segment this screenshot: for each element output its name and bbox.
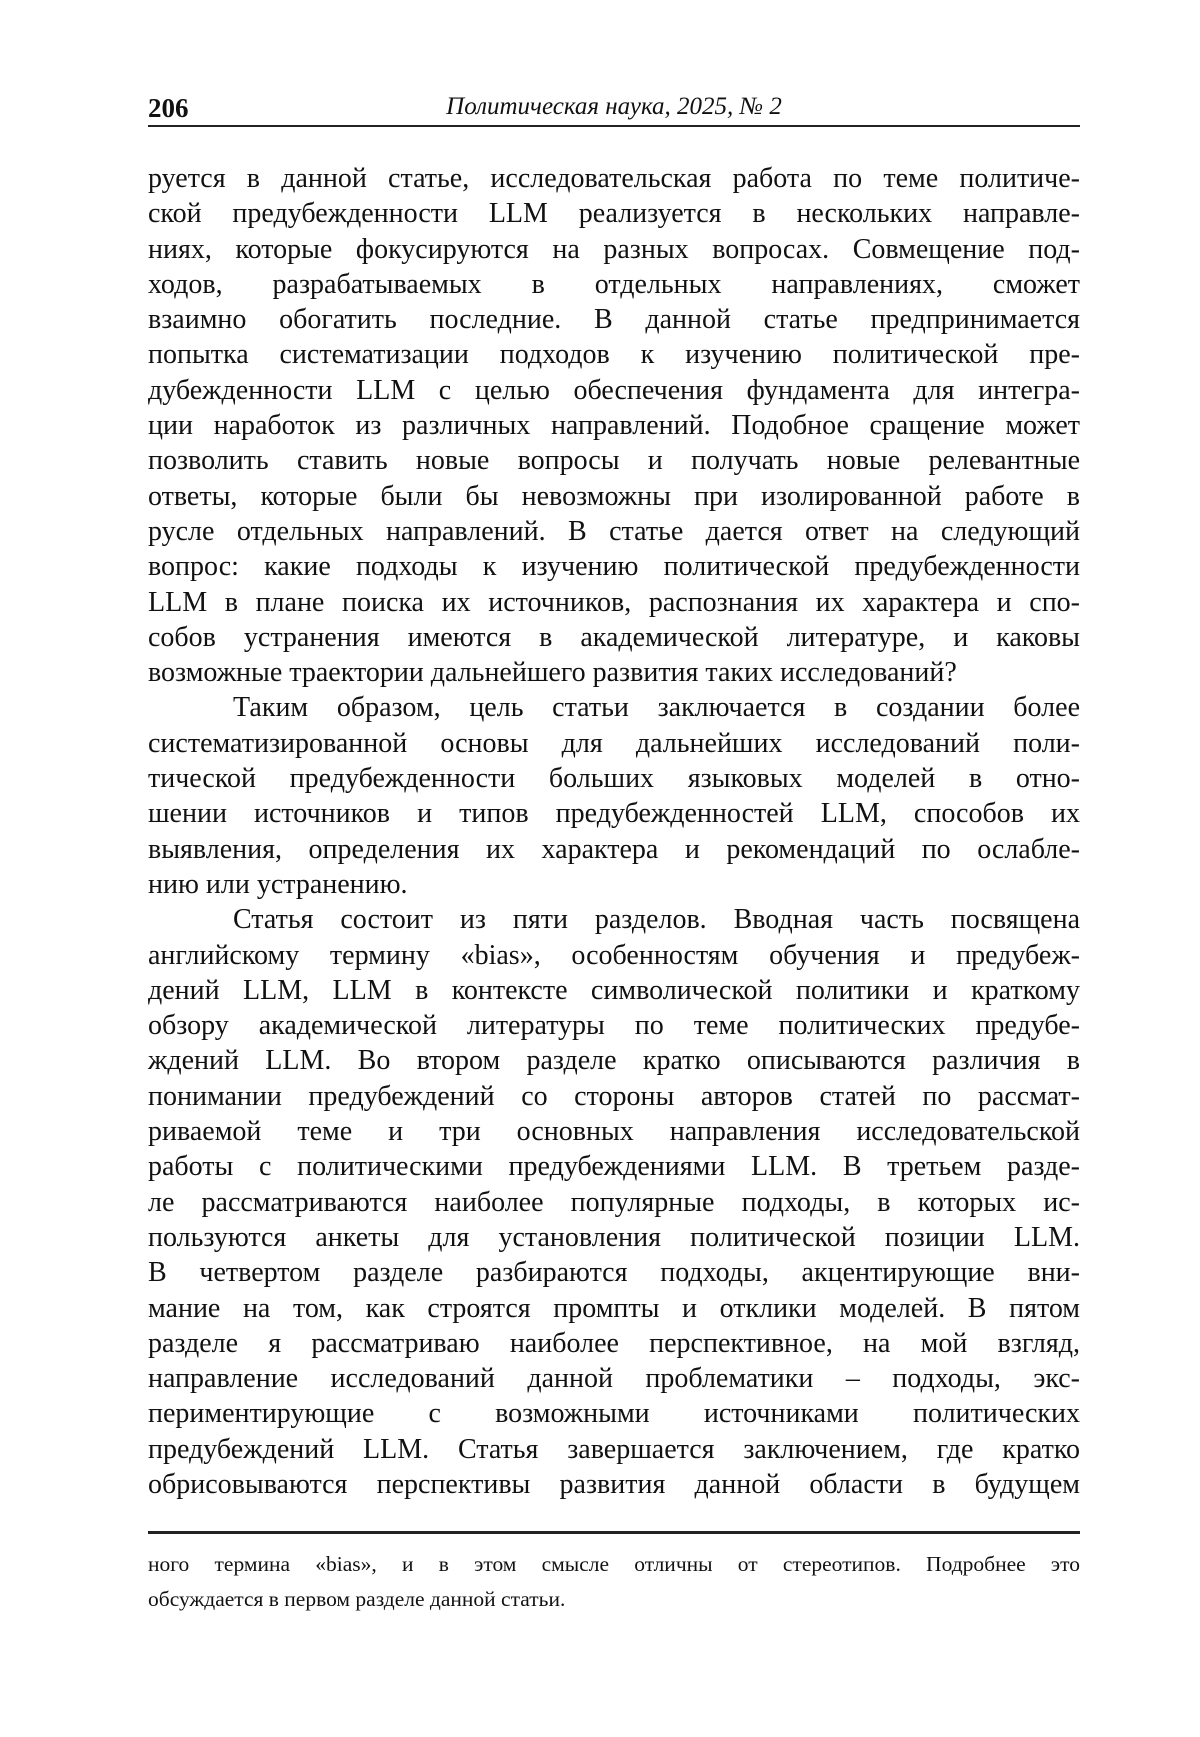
text-line: вопрос: какие подходы к изучению политической предубежденности (148, 551, 1080, 583)
text-line: риваемой теме и три основных направления исследовательской (148, 1116, 1080, 1148)
text-line: нию или устранению. (148, 868, 408, 900)
text-line: ждений LLM. Во втором разделе кратко описываются различия в (148, 1045, 1080, 1077)
text-line: ниях, которые фокусируются на разных вопросах. Совмещение под- (148, 233, 1080, 265)
journal-title: Политическая наука, 2025, № 2 (446, 93, 782, 120)
text-line: обзору академической литературы по теме политических предубе- (148, 1010, 1080, 1042)
text-line: систематизированной основы для дальнейших исследований поли- (148, 727, 1080, 759)
text-line: мание на том, как строятся промпты и отклики моделей. В пятом (148, 1292, 1080, 1324)
text-line: английскому термину «bias», особенностям обучения и предубеж- (148, 939, 1080, 971)
text-line: пользуются анкеты для установления политической позиции LLM. (148, 1221, 1080, 1253)
text-line: В четвертом разделе разбираются подходы, акцентирующие вни- (148, 1257, 1080, 1289)
running-header (148, 93, 1080, 127)
text-line: Статья состоит из пяти разделов. Вводная часть посвящена (233, 904, 1080, 936)
text-line: возможные траектории дальнейшего развития таких исследований? (148, 657, 957, 689)
text-line: шении источников и типов предубежденностей LLM, способов их (148, 798, 1080, 830)
body-text (148, 161, 1080, 1502)
text-line: позволить ставить новые вопросы и получать новые релевантные (148, 445, 1080, 477)
text-line: разделе я рассматриваю наиболее перспективное, на мой взгляд, (148, 1327, 1080, 1359)
text-line: ответы, которые были бы невозможны при изолированной работе в (148, 480, 1080, 512)
text-line: ции наработок из различных направлений. Подобное сращение может (148, 410, 1080, 442)
text-line: руется в данной статье, исследовательская работа по теме политиче- (148, 163, 1080, 194)
footnote-separator (148, 1531, 1080, 1534)
text-line: попытка систематизации подходов к изучению политической пре- (148, 339, 1080, 371)
text-line: ле рассматриваются наиболее популярные подходы, в которых ис- (148, 1186, 1080, 1218)
text-line: LLM в плане поиска их источников, распознания их характера и спо- (148, 586, 1080, 618)
text-line: русле отдельных направлений. В статье дается ответ на следующий (148, 515, 1080, 547)
text-line: обрисовываются перспективы развития данной области в будущем (148, 1468, 1080, 1500)
text-line: ской предубежденности LLM реализуется в нескольких направле- (148, 198, 1080, 230)
text-line: Таким образом, цель статьи заключается в создании более (233, 692, 1080, 724)
text-line: тической предубежденности больших языковых моделей в отно- (148, 763, 1080, 795)
text-line: взаимно обогатить последние. В данной статье предпринимается (148, 304, 1080, 336)
footnote-line: обсуждается в первом разделе данной статьи. (148, 1587, 566, 1611)
text-line: направление исследований данной проблематики – подходы, экс- (148, 1363, 1080, 1395)
footnote-line: ного термина «bias», и в этом смысле отличны от стереотипов. Подробнее это (148, 1552, 1080, 1576)
text-line: выявления, определения их характера и рекомендаций по ослабле- (148, 833, 1080, 865)
text-line: предубеждений LLM. Статья завершается заключением, где кратко (148, 1433, 1080, 1465)
text-line: дубежденности LLM с целью обеспечения фундамента для интегра- (148, 374, 1080, 406)
page-number: 206 (148, 93, 189, 123)
text-line: собов устранения имеются в академической литературе, и каковы (148, 621, 1080, 653)
text-line: ходов, разрабатываемых в отдельных направлениях, сможет (148, 268, 1080, 300)
text-line: дений LLM, LLM в контексте символической политики и краткому (148, 974, 1080, 1006)
footnote (148, 1547, 1080, 1617)
text-line: понимании предубеждений со стороны авторов статей по рассмат- (148, 1080, 1080, 1112)
text-line: работы с политическими предубеждениями LLM. В третьем разде- (148, 1151, 1080, 1183)
text-line: периментирующие с возможными источниками политических (148, 1398, 1080, 1430)
